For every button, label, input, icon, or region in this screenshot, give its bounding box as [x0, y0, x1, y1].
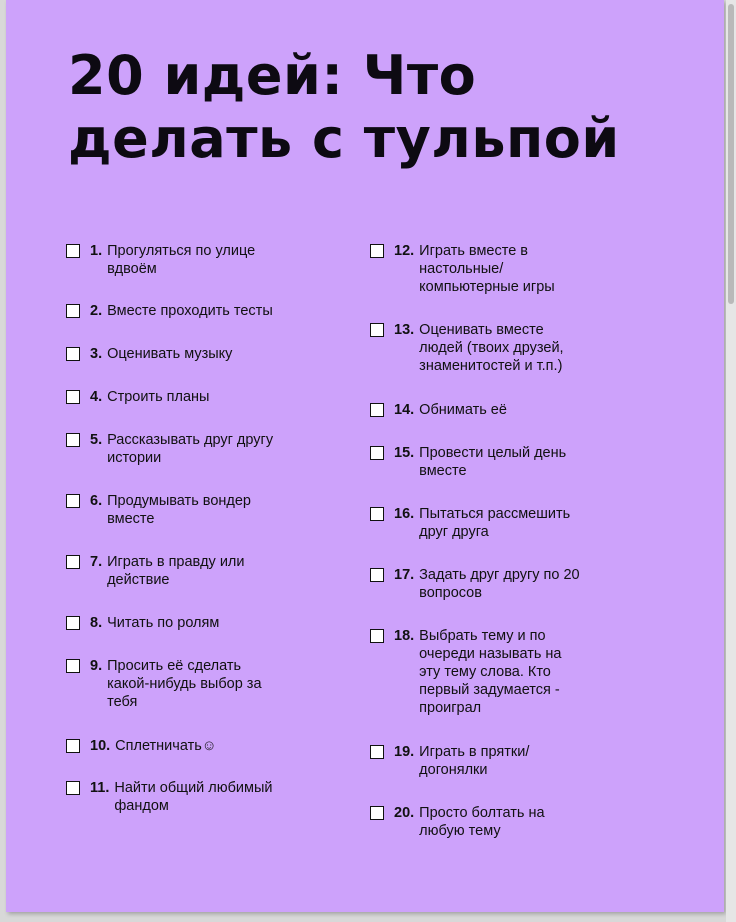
- item-number: 15.: [394, 445, 415, 461]
- item-text: Читать по ролям: [107, 615, 220, 631]
- checkbox[interactable]: [370, 507, 384, 521]
- checklist-item-3: [66, 345, 232, 363]
- checklist-item-9: [66, 657, 262, 711]
- checkbox[interactable]: [66, 433, 80, 447]
- checklist-item-16: [370, 505, 570, 541]
- item-number: 19.: [394, 744, 415, 760]
- item-number: 1.: [90, 243, 103, 259]
- checkbox[interactable]: [66, 781, 80, 795]
- checklist-item-20: [370, 804, 545, 840]
- item-text: Вместе проходить тесты: [107, 303, 273, 319]
- checkbox[interactable]: [370, 446, 384, 460]
- item-text: Просто болтать на любую тему: [419, 805, 545, 839]
- checklist-item-14: [370, 401, 507, 419]
- checklist-item-10: [66, 737, 217, 755]
- checkbox[interactable]: [370, 568, 384, 582]
- checkbox[interactable]: [370, 323, 384, 337]
- item-number: 5.: [90, 432, 103, 448]
- checkbox[interactable]: [66, 616, 80, 630]
- item-text: Прогуляться по улице вдвоём: [107, 243, 256, 277]
- checkbox[interactable]: [66, 659, 80, 673]
- checklist-item-7: [66, 553, 245, 589]
- item-text: Выбрать тему и по очереди называть на эту тему слова. Кто первый задумается - проиграл: [419, 628, 562, 716]
- item-number: 10.: [90, 738, 111, 754]
- checkbox[interactable]: [66, 390, 80, 404]
- checkbox[interactable]: [66, 347, 80, 361]
- item-number: 11.: [90, 780, 110, 796]
- checkbox[interactable]: [370, 806, 384, 820]
- checklist-item-6: [66, 492, 251, 528]
- item-text: Найти общий любимый фандом: [114, 780, 273, 814]
- item-text: Провести целый день вместе: [419, 445, 567, 479]
- item-number: 3.: [90, 346, 103, 362]
- poster-title: 20 идей: Что делать с тульпой: [68, 44, 620, 170]
- item-number: 7.: [90, 554, 103, 570]
- item-text: Оценивать музыку: [107, 346, 233, 362]
- scrollbar-thumb[interactable]: [728, 4, 734, 304]
- item-text: Играть в правду или действие: [107, 554, 245, 588]
- item-number: 2.: [90, 303, 103, 319]
- checkbox[interactable]: [66, 304, 80, 318]
- checkbox[interactable]: [370, 403, 384, 417]
- item-text: Строить планы: [107, 389, 210, 405]
- item-text: Сплетничать☺: [115, 738, 217, 754]
- checklist-item-19: [370, 743, 529, 779]
- checklist-item-2: [66, 302, 273, 320]
- checklist-item-12: [370, 242, 555, 296]
- checklist-item-15: [370, 444, 566, 480]
- item-text: Играть вместе в настольные/ компьютерные игры: [419, 243, 555, 295]
- checkbox[interactable]: [370, 745, 384, 759]
- checklist-item-13: [370, 321, 564, 375]
- vertical-scrollbar[interactable]: [726, 0, 736, 922]
- item-text: Оценивать вместе людей (твоих друзей, знаменитостей и т.п.): [419, 322, 564, 374]
- item-text: Обнимать её: [419, 402, 507, 418]
- checklist-item-8: [66, 614, 219, 632]
- item-number: 4.: [90, 389, 103, 405]
- item-text: Играть в прятки/ догонялки: [419, 744, 530, 778]
- item-text: Пытаться рассмешить друг друга: [419, 506, 571, 540]
- checkbox[interactable]: [370, 244, 384, 258]
- item-text: Задать друг другу по 20 вопросов: [419, 567, 580, 601]
- checklist-item-5: [66, 431, 273, 467]
- item-number: 6.: [90, 493, 103, 509]
- poster: [6, 0, 724, 912]
- checkbox[interactable]: [66, 244, 80, 258]
- item-number: 8.: [90, 615, 103, 631]
- item-text: Рассказывать друг другу истории: [107, 432, 274, 466]
- checklist-item-1: [66, 242, 255, 278]
- checkbox[interactable]: [66, 494, 80, 508]
- item-text: Продумывать вондер вместе: [107, 493, 251, 527]
- checklist-item-4: [66, 388, 209, 406]
- item-number: 14.: [394, 402, 415, 418]
- item-number: 9.: [90, 658, 103, 674]
- checklist-item-17: [370, 566, 580, 602]
- item-number: 16.: [394, 506, 415, 522]
- checkbox[interactable]: [66, 739, 80, 753]
- item-number: 18.: [394, 628, 415, 644]
- checklist-item-18: [370, 627, 562, 717]
- item-number: 13.: [394, 322, 415, 338]
- item-number: 12.: [394, 243, 415, 259]
- item-text: Просить её сделать какой-нибудь выбор за тебя: [107, 658, 262, 710]
- checklist-item-11: [66, 779, 273, 815]
- checkbox[interactable]: [66, 555, 80, 569]
- checkbox[interactable]: [370, 629, 384, 643]
- item-number: 20.: [394, 805, 415, 821]
- item-number: 17.: [394, 567, 415, 583]
